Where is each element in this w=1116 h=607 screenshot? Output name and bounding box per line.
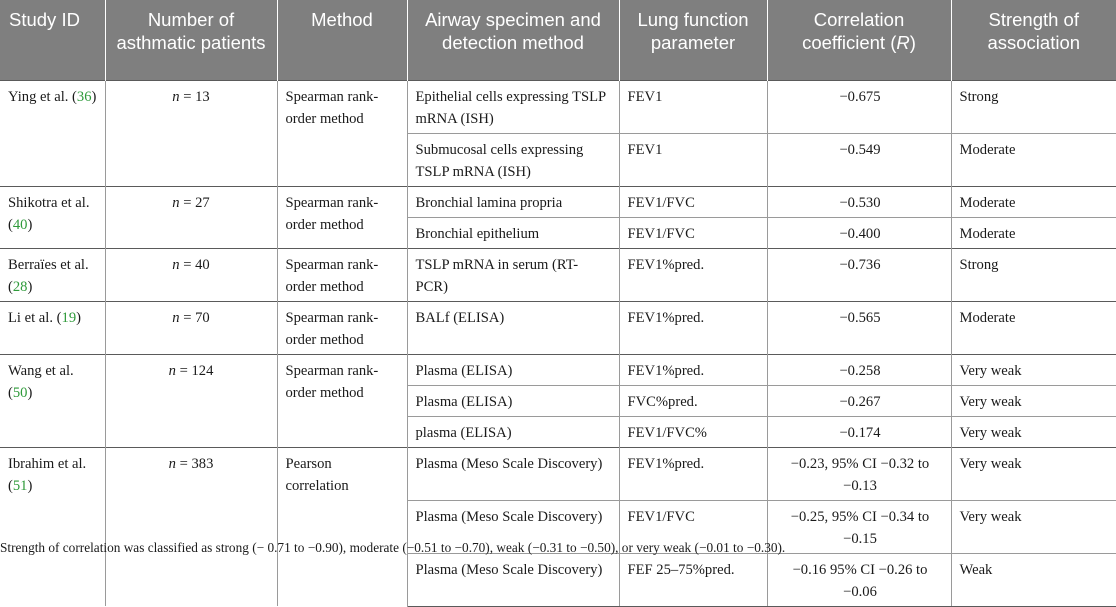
strength-cell: Weak bbox=[951, 553, 1116, 606]
correlation-cell: −0.174 bbox=[767, 416, 951, 447]
strength-cell: Strong bbox=[951, 80, 1116, 133]
study-id-cell: Ibrahim et al. (51) bbox=[0, 447, 105, 606]
header-row bbox=[0, 0, 1116, 80]
lung-function-cell: FEF 25–75%pred. bbox=[619, 553, 767, 606]
n-value: 383 bbox=[191, 455, 214, 472]
lung-function-cell: FEV1 bbox=[619, 133, 767, 186]
study-id-cell: Shikotra et al. (40) bbox=[0, 186, 105, 248]
airway-cell: Bronchial lamina propria bbox=[407, 186, 619, 217]
lung-function-cell: FEV1/FVC bbox=[619, 217, 767, 248]
airway-cell: TSLP mRNA in serum (RT-PCR) bbox=[407, 248, 619, 301]
study-name: Wang et al. bbox=[8, 362, 74, 379]
airway-cell: Plasma (Meso Scale Discovery) bbox=[407, 500, 619, 553]
reference-link[interactable]: 51 bbox=[12, 477, 28, 494]
patients-cell: n = 27 bbox=[105, 186, 277, 248]
strength-cell: Very weak bbox=[951, 500, 1116, 553]
airway-cell: Plasma (ELISA) bbox=[407, 354, 619, 385]
airway-cell: Bronchial epithelium bbox=[407, 217, 619, 248]
strength-cell: Very weak bbox=[951, 354, 1116, 385]
lung-function-cell: FEV1%pred. bbox=[619, 301, 767, 354]
method-cell: Spearman rank-order method bbox=[277, 186, 407, 248]
table-row bbox=[0, 186, 1116, 217]
study-id-cell: Berraïes et al. (28) bbox=[0, 248, 105, 301]
table-body bbox=[0, 80, 1116, 606]
airway-cell: BALf (ELISA) bbox=[407, 301, 619, 354]
correlation-cell: −0.549 bbox=[767, 133, 951, 186]
lung-function-cell: FEV1/FVC bbox=[619, 500, 767, 553]
table-row bbox=[0, 80, 1116, 133]
correlation-cell: −0.25, 95% CI −0.34 to −0.15 bbox=[767, 500, 951, 553]
header-strength: Strength of association bbox=[951, 0, 1116, 80]
n-value: 27 bbox=[195, 194, 210, 211]
correlation-cell: −0.565 bbox=[767, 301, 951, 354]
patients-cell: n = 383 bbox=[105, 447, 277, 606]
correlation-cell: −0.530 bbox=[767, 186, 951, 217]
method-cell: Spearman rank-order method bbox=[277, 301, 407, 354]
header-correlation bbox=[767, 0, 951, 80]
reference-link[interactable]: 28 bbox=[12, 278, 28, 295]
method-cell: Spearman rank-order method bbox=[277, 80, 407, 186]
n-symbol: n bbox=[172, 256, 180, 273]
study-name: Berraïes et al. bbox=[8, 256, 89, 273]
study-name: Li et al. bbox=[8, 309, 57, 326]
n-symbol: n bbox=[172, 194, 180, 211]
n-value: 124 bbox=[191, 362, 214, 379]
header-num-patients: Number of asthmatic patients bbox=[105, 0, 277, 80]
header-method: Method bbox=[277, 0, 407, 80]
study-id-cell: Li et al. (19) bbox=[0, 301, 105, 354]
lung-function-cell: FEV1%pred. bbox=[619, 248, 767, 301]
strength-cell: Strong bbox=[951, 248, 1116, 301]
patients-cell: n = 13 bbox=[105, 80, 277, 186]
correlation-cell: −0.267 bbox=[767, 385, 951, 416]
patients-cell: n = 70 bbox=[105, 301, 277, 354]
airway-cell: Submucosal cells expressing TSLP mRNA (ISH) bbox=[407, 133, 619, 186]
reference-link[interactable]: 36 bbox=[76, 88, 92, 105]
study-id-cell: Wang et al. (50) bbox=[0, 354, 105, 447]
airway-cell: Plasma (ELISA) bbox=[407, 385, 619, 416]
header-correlation-text: Correlation coefficient (R) bbox=[802, 9, 916, 53]
table-row bbox=[0, 301, 1116, 354]
study-id-cell: Ying et al. (36) bbox=[0, 80, 105, 186]
strength-cell: Moderate bbox=[951, 186, 1116, 217]
study-name: Shikotra et al. bbox=[8, 194, 90, 211]
header-airway: Airway specimen and detection method bbox=[407, 0, 619, 80]
study-name: Ying et al. bbox=[8, 88, 73, 105]
table-row bbox=[0, 248, 1116, 301]
airway-cell: plasma (ELISA) bbox=[407, 416, 619, 447]
correlation-cell: −0.736 bbox=[767, 248, 951, 301]
header-r-symbol: R bbox=[896, 32, 910, 53]
study-name: Ibrahim et al. bbox=[8, 455, 87, 472]
airway-cell: Plasma (Meso Scale Discovery) bbox=[407, 553, 619, 606]
lung-function-cell: FEV1%pred. bbox=[619, 447, 767, 500]
strength-cell: Moderate bbox=[951, 217, 1116, 248]
header-study-id: Study ID bbox=[0, 0, 105, 80]
method-cell: Spearman rank-order method bbox=[277, 354, 407, 447]
airway-cell: Epithelial cells expressing TSLP mRNA (ISH) bbox=[407, 80, 619, 133]
patients-cell: n = 124 bbox=[105, 354, 277, 447]
table-row bbox=[0, 354, 1116, 385]
table-row bbox=[0, 447, 1116, 500]
n-symbol: n bbox=[172, 309, 180, 326]
correlation-cell: −0.23, 95% CI −0.32 to −0.13 bbox=[767, 447, 951, 500]
lung-function-cell: FEV1%pred. bbox=[619, 354, 767, 385]
patients-cell: n = 40 bbox=[105, 248, 277, 301]
n-symbol: n bbox=[172, 88, 180, 105]
n-value: 40 bbox=[195, 256, 210, 273]
correlation-cell: −0.400 bbox=[767, 217, 951, 248]
n-value: 70 bbox=[195, 309, 210, 326]
reference-link[interactable]: 19 bbox=[61, 309, 77, 326]
strength-cell: Very weak bbox=[951, 416, 1116, 447]
method-cell: Pearson correlation bbox=[277, 447, 407, 606]
lung-function-cell: FVC%pred. bbox=[619, 385, 767, 416]
reference-link[interactable]: 40 bbox=[12, 216, 28, 233]
correlation-cell: −0.258 bbox=[767, 354, 951, 385]
correlation-cell: −0.16 95% CI −0.26 to −0.06 bbox=[767, 553, 951, 606]
reference-link[interactable]: 50 bbox=[12, 384, 28, 401]
table-footnote: Strength of correlation was classified as strong (− 0.71 to −0.90), moderate (−0.51 to −0.70), weak (−0.31 to −0.50), or very weak (−0.01 to −0.30). bbox=[0, 540, 786, 555]
lung-function-cell: FEV1/FVC% bbox=[619, 416, 767, 447]
strength-cell: Moderate bbox=[951, 133, 1116, 186]
strength-cell: Moderate bbox=[951, 301, 1116, 354]
n-symbol: n bbox=[168, 362, 176, 379]
lung-function-cell: FEV1/FVC bbox=[619, 186, 767, 217]
strength-cell: Very weak bbox=[951, 385, 1116, 416]
airway-cell: Plasma (Meso Scale Discovery) bbox=[407, 447, 619, 500]
n-symbol: n bbox=[168, 455, 176, 472]
lung-function-cell: FEV1 bbox=[619, 80, 767, 133]
method-cell: Spearman rank-order method bbox=[277, 248, 407, 301]
header-lung-function: Lung function parameter bbox=[619, 0, 767, 80]
strength-cell: Very weak bbox=[951, 447, 1116, 500]
correlation-cell: −0.675 bbox=[767, 80, 951, 133]
n-value: 13 bbox=[195, 88, 210, 105]
